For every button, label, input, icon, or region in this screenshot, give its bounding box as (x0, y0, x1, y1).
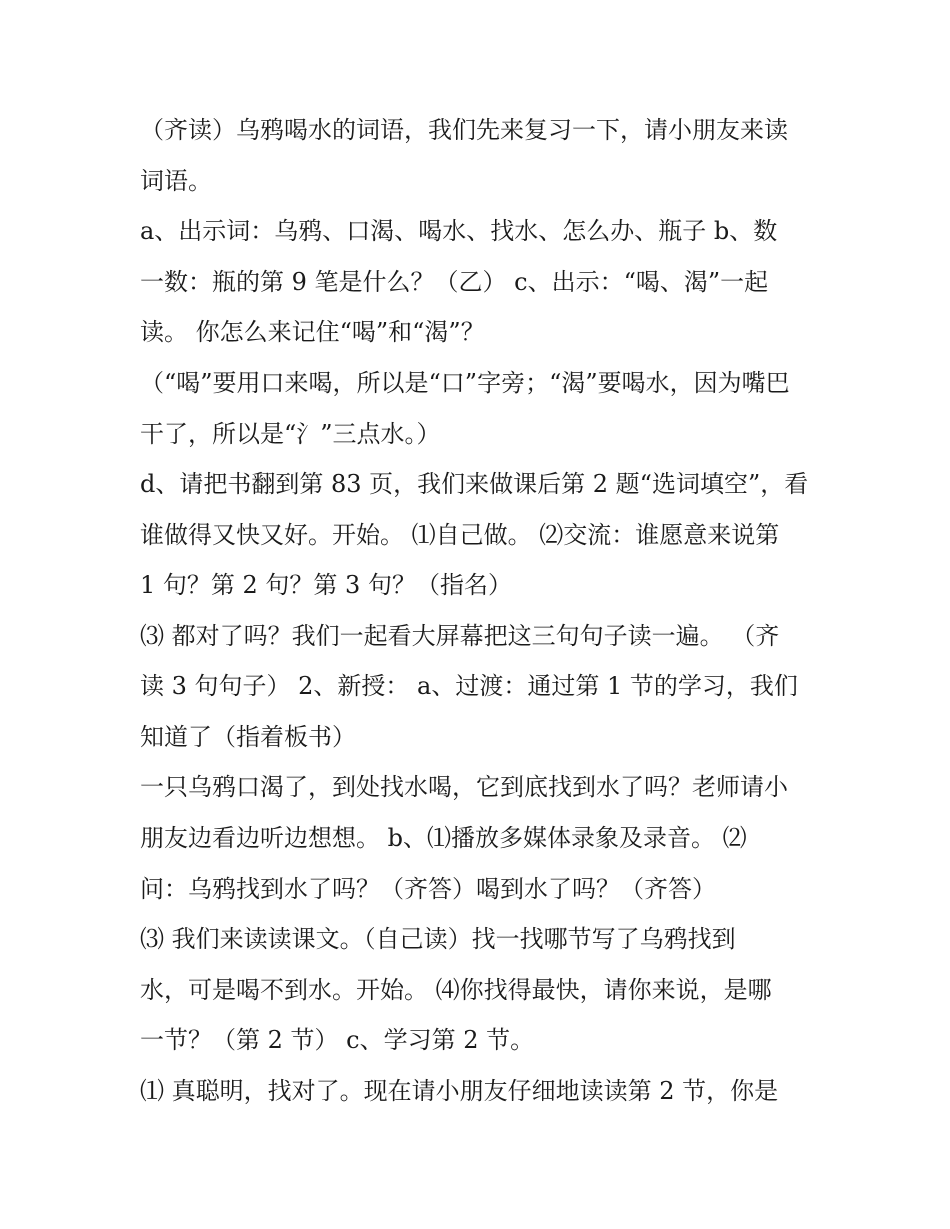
text-line-3: a、出示词：乌鸦、口渴、喝水、找水、怎么办、瓶子 b、数 (140, 217, 778, 245)
text-line-2: 词语。 (140, 167, 212, 195)
text-line-10: 1 句？第 2 句？第 3 句？（指名） (140, 571, 512, 599)
text-line-6: （“喝”要用口来喝，所以是“口”字旁；“渴”要喝水，因为嘴巴 (140, 369, 790, 397)
text-line-20: ⑴ 真聪明，找对了。现在请小朋友仔细地读读第 2 节，你是 (140, 1077, 779, 1105)
text-line-14: 一只乌鸦口渴了，到处找水喝，它到底找到水了吗？老师请小 (140, 773, 788, 801)
text-line-12: 读 3 句句子） 2、新授： a、过渡：通过第 1 节的学习，我们 (140, 672, 798, 700)
text-line-11: ⑶ 都对了吗？我们一起看大屏幕把这三句句子读一遍。 （齐 (140, 622, 780, 650)
text-line-18: 水，可是喝不到水。开始。 ⑷你找得最快，请你来说，是哪 (140, 976, 772, 1004)
text-line-15: 朋友边看边听边想想。 b、⑴播放多媒体录象及录音。 ⑵ (140, 824, 747, 852)
text-line-17: ⑶ 我们来读读课文。（自己读）找一找哪节写了乌鸦找到 (140, 925, 736, 953)
text-line-19: 一节？（第 2 节） c、学习第 2 节。 (140, 1026, 535, 1054)
text-line-9: 谁做得又快又好。开始。 ⑴自己做。 ⑵交流：谁愿意来说第 (140, 521, 780, 549)
text-line-7: 干了，所以是“氵”三点水。） (140, 420, 441, 448)
text-line-5: 读。 你怎么来记住“喝”和“渴”？ (140, 318, 485, 346)
text-line-8: d、请把书翻到第 83 页，我们来做课后第 2 题“选词填空”，看 (140, 470, 809, 498)
text-line-4: 一数：瓶的第 9 笔是什么？（乙） c、出示：“喝、渴”一起 (140, 268, 769, 296)
text-line-1: （齐读）乌鸦喝水的词语，我们先来复习一下，请小朋友来读 (140, 116, 788, 144)
text-line-13: 知道了（指着板书） (140, 723, 356, 751)
text-line-16: 问：乌鸦找到水了吗？（齐答）喝到水了吗？（齐答） (140, 875, 716, 903)
